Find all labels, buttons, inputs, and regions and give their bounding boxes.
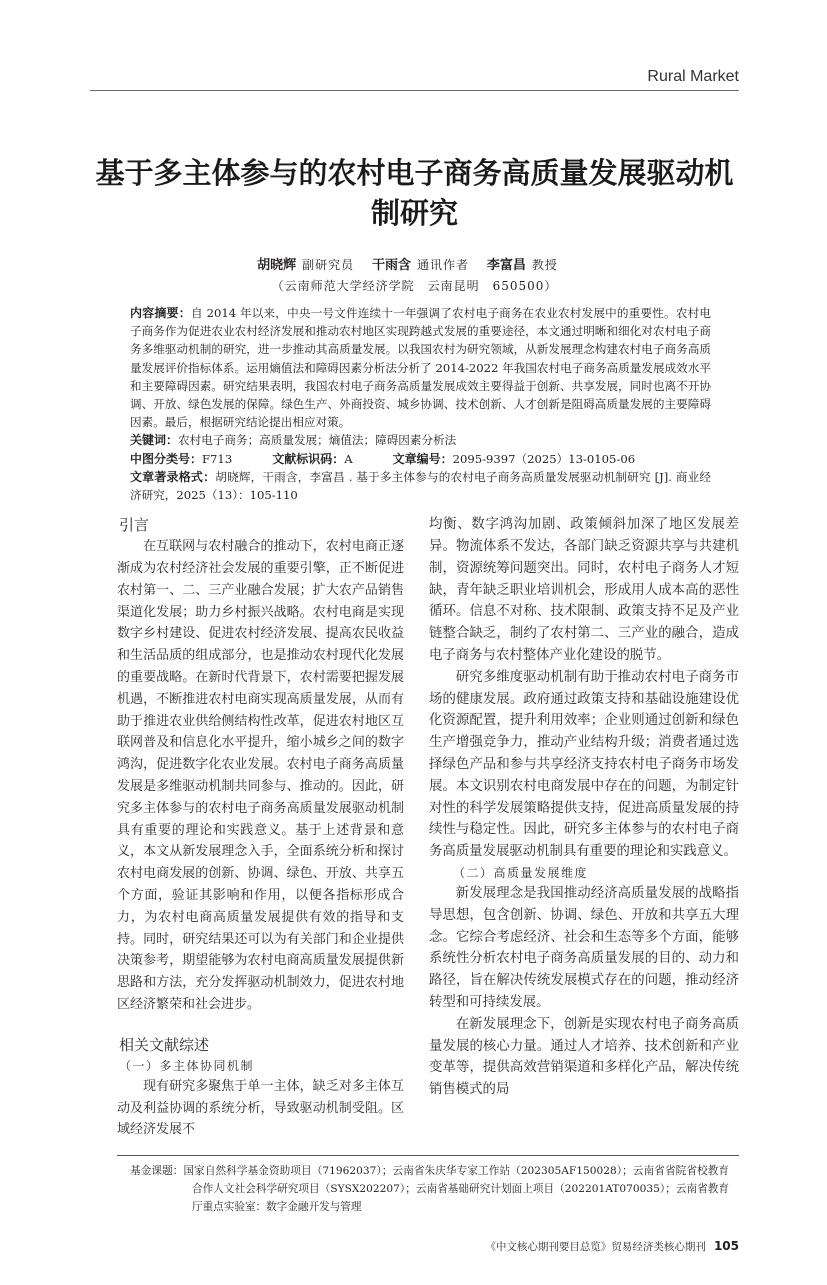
- author-name: 胡晓辉: [257, 258, 297, 273]
- funding-label: 基金课题：: [130, 1165, 184, 1178]
- running-header: [90, 68, 739, 91]
- article-title: 基于多主体参与的农村电子商务高质量发展驱动机制研究: [95, 156, 734, 230]
- author-name: 李富昌: [486, 258, 526, 273]
- author-name: 干雨含: [371, 258, 411, 273]
- affiliation: （云南师范大学经济学院 云南昆明 650500）: [271, 279, 558, 293]
- paragraph: 现有研究多聚焦于单一主体，缺乏对多主体互动及利益协调的系统分析，导致驱动机制受阻。区域经济发展不: [117, 1078, 404, 1138]
- author-role: 副研究员: [302, 258, 355, 272]
- paragraph: 在新发展理念下，创新是实现农村电子商务高质量发展的核心力量。通过人才培养、技术创新和产业变革等，提供高效营销渠道和多样化产品，解决传统销售模式的局: [429, 1016, 739, 1098]
- subsection-heading-1: （一）多主体协同机制: [119, 1058, 255, 1073]
- clc-value: F713: [202, 451, 233, 466]
- citation-text: 胡晓辉，干雨含，李富昌 . 基于多主体参与的农村电子商务高质量发展驱动机制研究 [J]. 商业经济研究，2025（13）：105-110: [130, 469, 711, 503]
- clc-label: 中图分类号：: [130, 451, 203, 466]
- keywords: 农村电子商务；高质量发展；熵值法；障碍因素分析法: [178, 433, 457, 448]
- author-role: 教授: [531, 258, 558, 272]
- doc-code-label: 文献标识码：: [272, 451, 345, 466]
- abstract-text: 自 2014 年以来，中央一号文件连续十一年强调了农村电子商务在农业农村发展中的重要性。农村电子商务作为促进农业农村经济发展和推动农村地区实现跨越式发展的重要途径，本文通过明晰和细化对农村电子商务多维驱动机制的研究，进一步推动其高质量发展。以我国农村为研究领域，从新发展理念构建农村电子商务高质量发展评价指标体系。运用熵值法和障碍因素分析法分析了 2014-2022 年我国农村电子商务高质量发展成效水平和主要障碍因素。研究结果表明，我国农村电子商务高质量发展成效主要得益于创新、共享发展，同时也离不开协调、开放、绿色发展的保障。绿色生产、外商投资、城乡协调、技术创新、人才创新是阻碍高质量发展的主要障碍因素。最后，根据研究结论提出相应对策。: [130, 306, 711, 430]
- section-label: Rural Market: [647, 68, 739, 85]
- footnote-divider: [117, 1155, 739, 1156]
- keywords-label: 关键词：: [130, 433, 179, 448]
- paragraph: 均衡、数字鸿沟加剧、政策倾斜加深了地区发展差异。物流体系不发达，各部门缺乏资源共享与共建机制，资源统筹问题突出。同时，农村电子商务人才短缺，青年缺乏职业培训机会，形成用人成本高的恶性循环。信息不对称、技术限制、政策支持不足及产业链整合缺乏，制约了农村第二、三产业的融合，造成电子商务与农村整体产业化建设的脱节。: [429, 517, 739, 664]
- right-column: [429, 514, 739, 1101]
- body-columns: [117, 514, 739, 1141]
- doc-code-value: A: [344, 451, 353, 466]
- author-line: [90, 255, 739, 276]
- article-no-label: 文章编号：: [392, 451, 453, 466]
- section-heading-intro: 引言: [119, 516, 150, 535]
- page-footer: [90, 1238, 739, 1255]
- funding-text: 国家自然科学基金资助项目（71962037）；云南省朱庆华专家工作站（202305AF150028）；云南省省院省校教育合作人文社会科学研究项目（SYSX202207）；云南省基础研究计划面上项目（202201AT070035）；云南省教育厅重点实验室：数字金融开发与管理: [183, 1165, 729, 1214]
- journal-note: 《中文核心期刊要目总览》贸易经济类核心期刊: [485, 1241, 706, 1254]
- paragraph: 研究多维度驱动机制有助于推动农村电子商务市场的健康发展。政府通过政策支持和基础设施建设优化资源配置，提升利用效率；企业则通过创新和绿色生产增强竞争力，推动产业结构升级；消费者通过选择绿色产品和参与共享经济支持农村电子商务市场发展。本文识别农村电商发展中存在的问题，为制定针对性的科学发展策略提供支持，促进高质量发展的持续性与稳定性。因此，研究多主体参与的农村电子商务高质量发展驱动机制具有重要的理论和实践意义。: [429, 669, 739, 860]
- author-role: 通讯作者: [417, 258, 470, 272]
- subsection-heading-2: （二）高质量发展维度: [453, 865, 589, 880]
- left-column: [117, 514, 404, 1141]
- citation-label: 文章著录格式：: [130, 469, 216, 484]
- intro-paragraph: 在互联网与农村融合的推动下，农村电商正逐渐成为农村经济社会发展的重要引擎，正不断促进农村第一、二、三产业融合发展；扩大农产品销售渠道化发展；助力乡村振兴战略。农村电商是实现数字乡村建设、促进农村经济发展、提高农民收益和生活品质的组成部分，也是推动农村现代化发展的重要战略。在新时代背景下，农村需要把握发展机遇，不断推进农村电商实现高质量发展，从而有助于推进农业供给侧结构性改革，促进农村地区互联网普及和信息化水平提升，缩小城乡之间的数字鸿沟，促进数字化农业发展。农村电子商务高质量发展是多维驱动机制共同参与、推动的。因此，研究多主体参与的农村电子商务高质量发展驱动机制具有重要的理论和实践意义。基于上述背景和意义，本文从新发展理念入手，全面系统分析和探讨农村电商发展的创新、协调、绿色、开放、共享五个方面，验证其影响和作用，以便各指标形成合力，为农村电商高质量发展提供有效的指导和支持。同时，研究结果还可以为有关部门和企业提供决策参考，期望能够为农村电商高质量发展提供新思路和方法，充分发挥驱动机制效力，促进农村地区经济繁荣和社会进步。: [117, 539, 404, 1012]
- abstract-label: 内容摘要：: [130, 306, 191, 320]
- funding-note: [130, 1162, 729, 1216]
- article-no-value: 2095-9397（2025）13-0105-06: [452, 451, 636, 466]
- abstract-block: [130, 304, 711, 504]
- paragraph: 新发展理念是我国推动经济高质量发展的战略指导思想，包含创新、协调、绿色、开放和共享五大理念。它综合考虑经济、社会和生态等多个方面，能够系统性分析农村电子商务高质量发展的目的、动力和路径，旨在解决传统发展模式存在的问题，推动经济转型和可持续发展。: [429, 885, 739, 1010]
- section-heading-review: 相关文献综述: [119, 1035, 210, 1054]
- page-number: 105: [713, 1239, 739, 1254]
